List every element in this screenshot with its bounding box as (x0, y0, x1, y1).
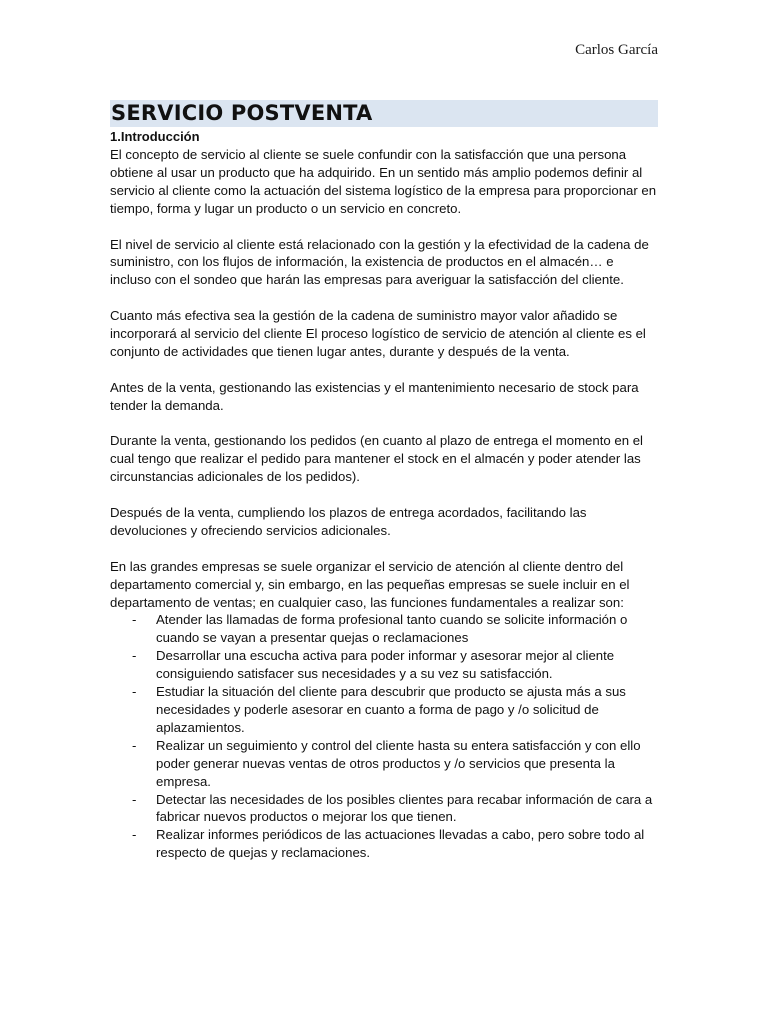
list-item (110, 826, 658, 862)
header-author: Carlos García (575, 42, 658, 58)
list-item-text: Estudiar la situación del cliente para descubrir que producto se ajusta más a sus necesidades y poderle asesorar en cuanto a forma de pago y /o solicitud de aplazamientos. (156, 684, 626, 735)
paragraph: Después de la venta, cumpliendo los plazos de entrega acordados, facilitando las devoluciones y ofreciendo servicios adicionales. (110, 505, 587, 538)
bullet-marker: - (132, 648, 137, 664)
document-body (110, 100, 658, 862)
bullet-marker: - (132, 684, 137, 700)
list-item-text: Realizar un seguimiento y control del cliente hasta su entera satisfacción y con ello poder generar nuevas ventas de otros productos y /o servicios que presenta la empresa. (156, 737, 641, 789)
paragraph: En las grandes empresas se suele organizar el servicio de atención al cliente dentro del departamento comercial y, sin embargo, en las pequeñas empresas se suele incluir en el departamento de ventas; en cualquier caso, las funciones fundamentales a realizar son: (110, 558, 630, 610)
paragraph: El concepto de servicio al cliente se suele confundir con la satisfacción que una persona obtiene al usar un producto que ha adquirido. En un sentido más amplio podemos definir al servicio al cliente como la actuación del sistema logístico de la empresa para proporcionar en tiempo, forma y lugar un producto o un servicio en concreto. (110, 147, 657, 216)
list-item (110, 791, 658, 827)
functions-list (110, 611, 658, 862)
paragraph: Cuanto más efectiva sea la gestión de la cadena de suministro mayor valor añadido se incorporará al servicio del cliente El proceso logístico de servicio de atención al cliente es el conjunto de actividades que tienen lugar antes, durante y después de la venta. (110, 308, 646, 359)
bullet-marker: - (132, 791, 137, 807)
list-item-text: Desarrollar una escucha activa para poder informar y asesorar mejor al cliente consiguiendo satisfacer sus necesidades y a su vez su satisfacción. (156, 648, 615, 682)
document-title: SERVICIO POSTVENTA (110, 100, 658, 127)
paragraph: Antes de la venta, gestionando las existencias y el mantenimiento necesario de stock para tender la demanda. (110, 379, 639, 413)
list-item (110, 737, 658, 791)
bullet-marker: - (132, 737, 137, 753)
list-item-text: Realizar informes periódicos de las actuaciones llevadas a cabo, pero sobre todo al respecto de quejas y reclamaciones. (156, 827, 645, 861)
list-item (110, 647, 658, 683)
list-item-text: Detectar las necesidades de los posibles clientes para recabar información de cara a fabricar nuevos productos o mejorar los que tienen. (156, 791, 653, 825)
bullet-marker: - (132, 827, 137, 843)
list-item-text: Atender las llamadas de forma profesional tanto cuando se solicite información o cuando se vayan a presentar quejas o reclamaciones (156, 612, 628, 646)
bullet-marker: - (132, 612, 137, 628)
list-item (110, 683, 658, 737)
paragraph: El nivel de servicio al cliente está relacionado con la gestión y la efectividad de la cadena de suministro, con los flujos de información, la existencia de productos en el almacén… e incluso con el sondeo que harán las empresas para averiguar la satisfacción del cliente. (110, 236, 649, 288)
section-heading: 1.Introducción (110, 129, 200, 144)
list-item (110, 611, 658, 647)
paragraph: Durante la venta, gestionando los pedidos (en cuanto al plazo de entrega el momento en el cual tengo que realizar el pedido para mantener el stock en el almacén y poder atender las circunstancias adicionales de los pedidos). (110, 433, 643, 485)
